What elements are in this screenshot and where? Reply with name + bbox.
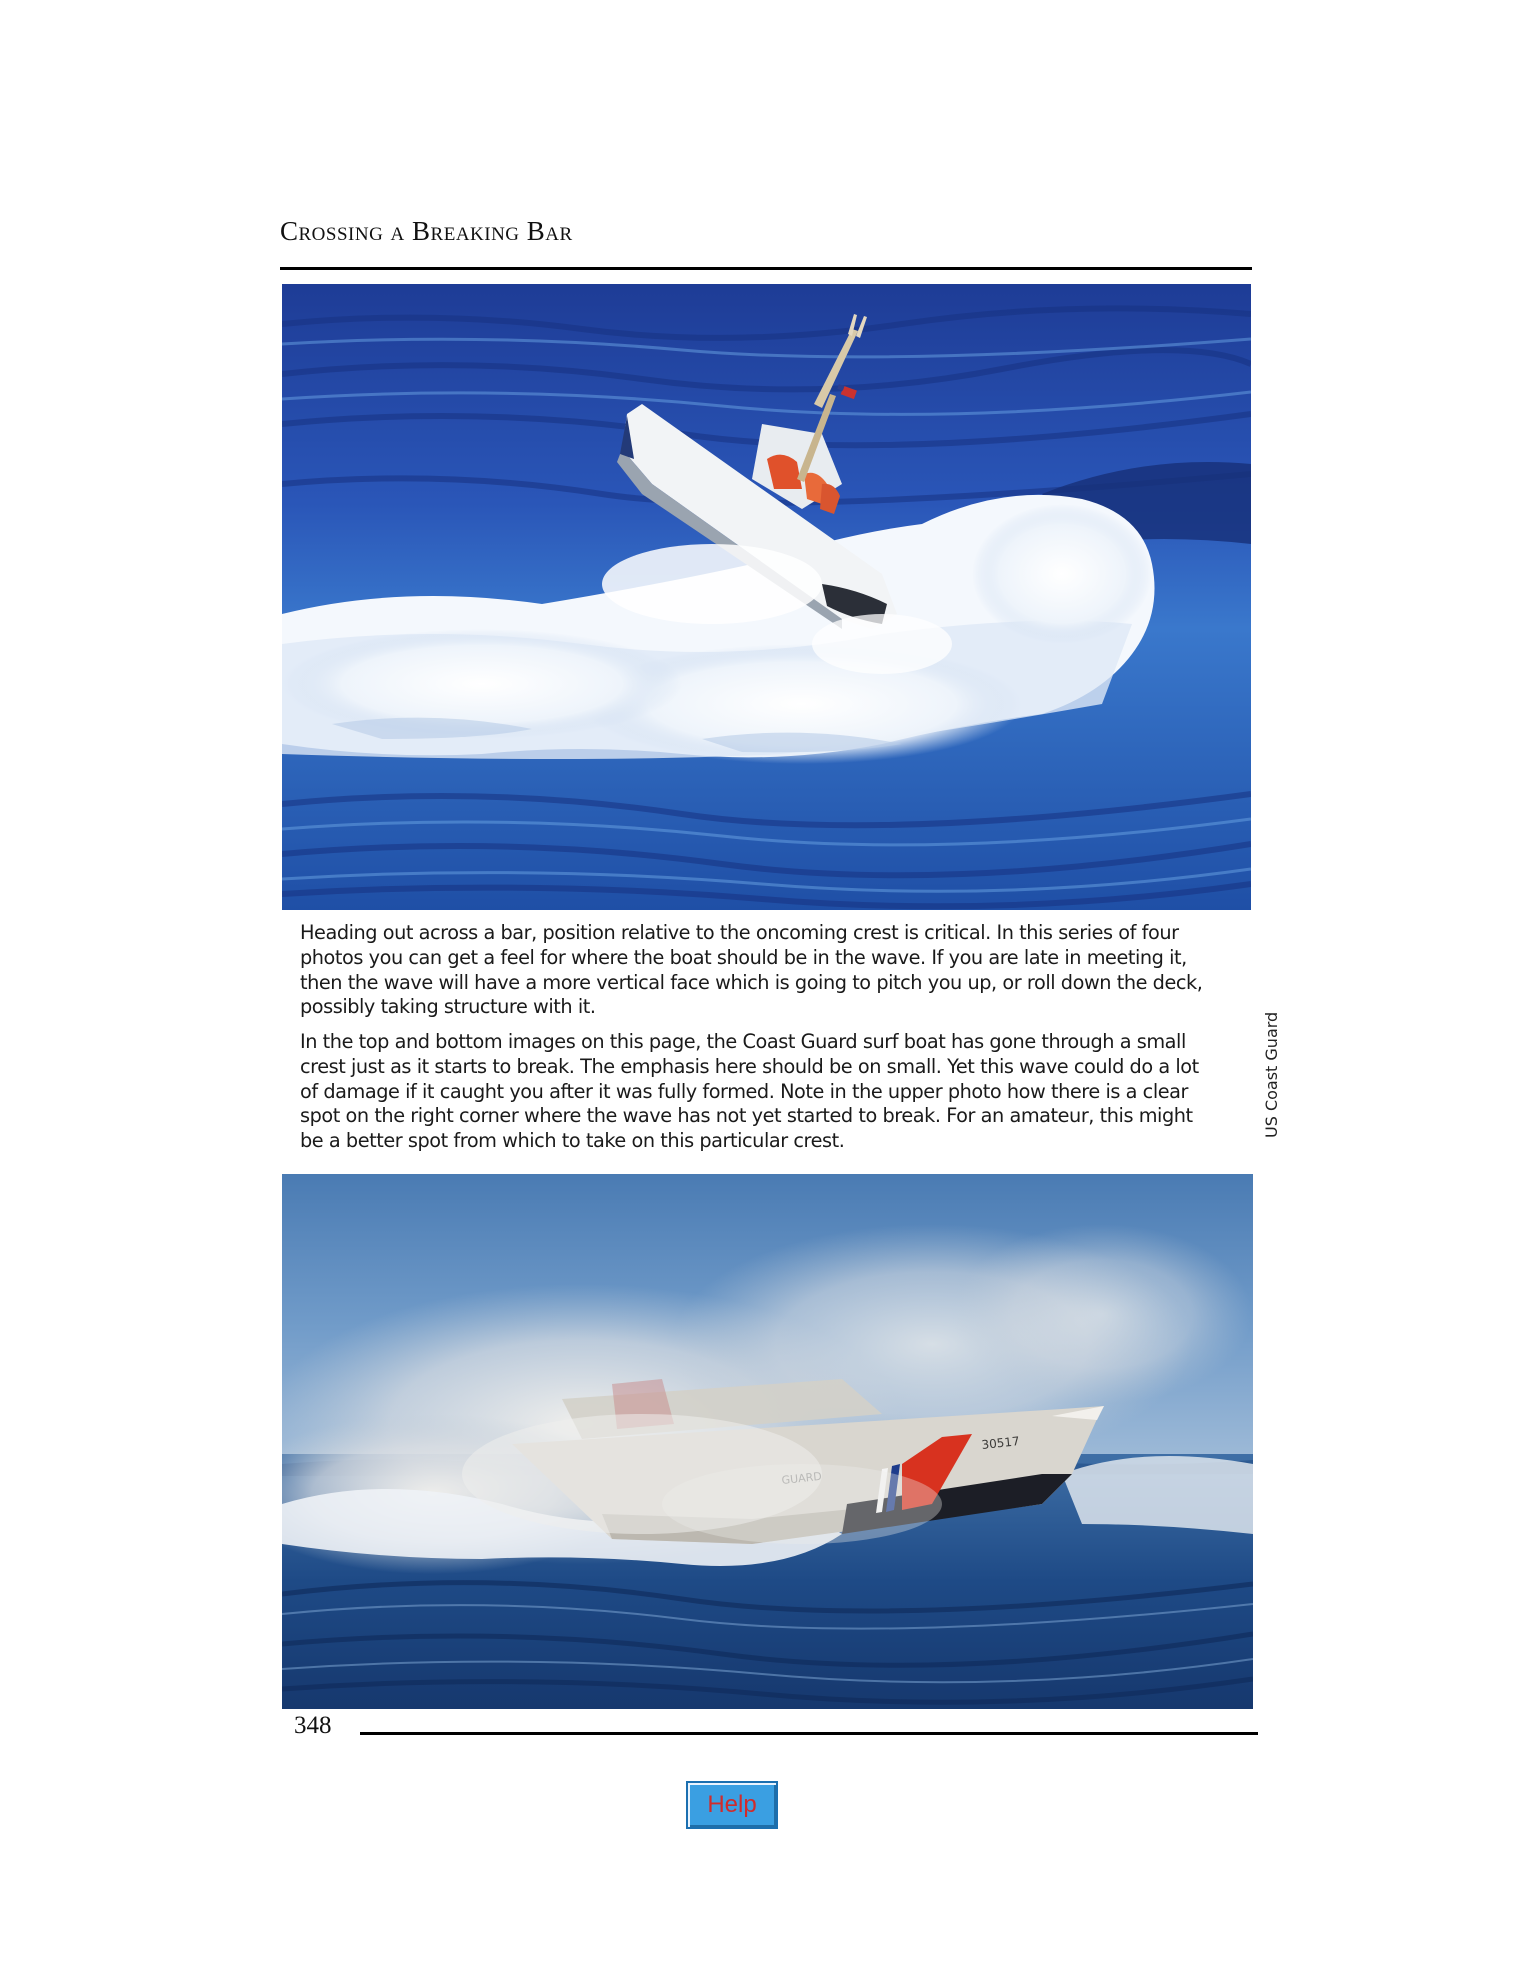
- header-rule: [280, 267, 1252, 270]
- hull-number: 30517: [980, 1434, 1021, 1452]
- boat-in-wave-image: [282, 284, 1251, 910]
- bottom-photo: [282, 1174, 1253, 1709]
- caption-paragraph: In the top and bottom images on this page, the Coast Guard surf boat has gone through a small crest just as it starts to break. The emphasis here should be on small. Yet this wave could do a lot of damage if it caught you after it was fully formed. Note in the upper photo how there is a clear spot on the right corner where the wave has not yet started to break. For an amateur, this might be a better spot from which to take on this particular crest.: [300, 1030, 1199, 1153]
- page-title: Crossing a Breaking Bar: [280, 216, 573, 246]
- caption-paragraph: Heading out across a bar, position relative to the oncoming crest is critical. In this series of four photos you can get a feel for where the boat should be in the wave. If you are late in meeting it, then the wave will have a more vertical face which is going to pitch you up, or roll down the deck, possibly taking structure with it.: [300, 921, 1203, 1019]
- photo-credit: US Coast Guard: [1262, 1011, 1281, 1138]
- boat-leaping-image: [282, 1174, 1253, 1709]
- top-photo: [282, 284, 1251, 910]
- footer-rule: [360, 1732, 1258, 1735]
- help-button[interactable]: Help: [686, 1781, 778, 1829]
- page-number: 348: [294, 1712, 332, 1739]
